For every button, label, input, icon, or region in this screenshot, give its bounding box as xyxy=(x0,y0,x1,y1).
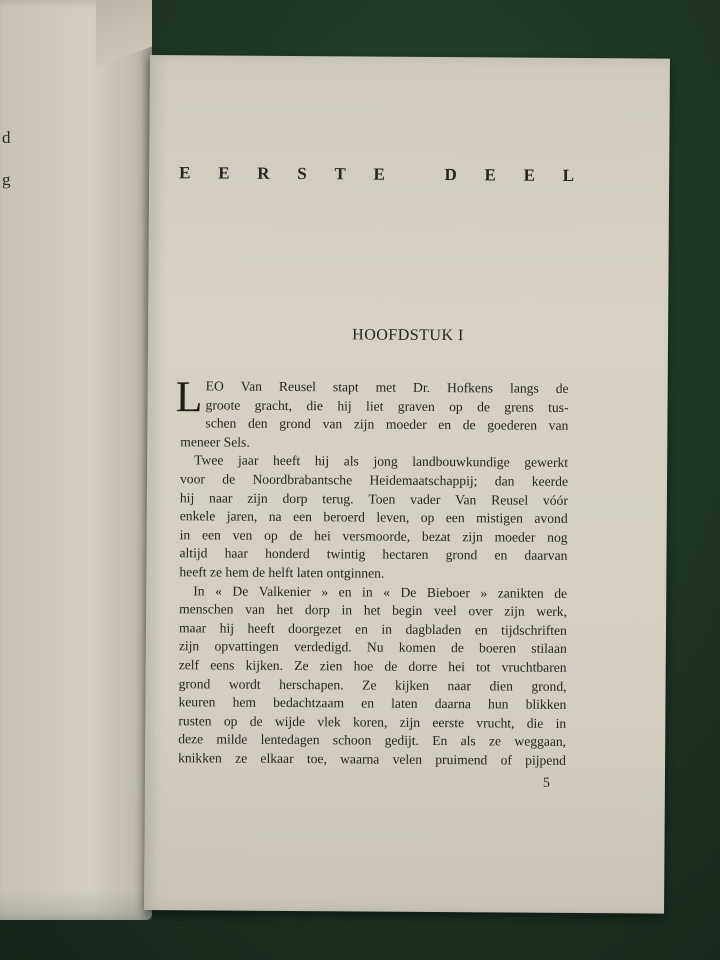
word: eens xyxy=(210,657,235,673)
word: » xyxy=(480,584,488,600)
word: altijd xyxy=(179,545,208,561)
word: maar xyxy=(178,619,207,636)
word: dorp xyxy=(304,602,330,618)
word: op xyxy=(264,527,278,543)
title-letter: D xyxy=(444,165,457,185)
word: Twee xyxy=(194,452,224,468)
word: die xyxy=(306,397,324,413)
word: dorre xyxy=(408,658,438,674)
word: gracht, xyxy=(254,397,293,413)
word: werk, xyxy=(536,603,568,620)
word: als xyxy=(343,453,359,469)
word: zijn xyxy=(353,416,375,432)
word: de xyxy=(222,471,236,487)
word: groote xyxy=(205,396,241,413)
title-letter: E xyxy=(218,163,230,183)
word: daarna xyxy=(434,696,472,712)
word: grens xyxy=(504,399,534,415)
word: In xyxy=(193,582,205,598)
title-letter: E xyxy=(373,164,385,184)
word: hij xyxy=(314,453,330,469)
page-number: 5 xyxy=(542,775,550,791)
word: twintig xyxy=(326,546,366,562)
word: hectaren xyxy=(382,546,429,563)
word: stilaan xyxy=(531,640,567,657)
word: stapt xyxy=(332,379,359,395)
title-letter: E xyxy=(484,165,496,185)
word: op xyxy=(223,713,238,729)
word: zien xyxy=(319,658,343,674)
word: Noordbrabantsche xyxy=(252,471,353,488)
word: den xyxy=(247,415,268,432)
word: een xyxy=(293,509,313,525)
word: vóór xyxy=(542,492,568,508)
word: hei xyxy=(314,527,331,544)
part-title xyxy=(179,163,574,186)
word: of xyxy=(500,752,513,768)
word: goederen xyxy=(487,417,538,433)
word: in xyxy=(341,602,353,618)
word: nog xyxy=(547,529,568,545)
word: als xyxy=(460,733,476,749)
word: Heidemaatschappij; xyxy=(369,472,478,489)
word: terug. xyxy=(322,490,354,506)
word: mistigen xyxy=(476,510,524,526)
word: Ze xyxy=(294,657,309,674)
word: bedachtzaam xyxy=(273,694,345,711)
word: beroerd xyxy=(323,509,366,525)
word: zijn xyxy=(247,490,268,506)
text-line: meneer Sels. xyxy=(180,434,250,450)
word: en xyxy=(438,417,452,433)
left-page-fragment: g xyxy=(2,170,11,189)
word: grond xyxy=(279,416,312,432)
word: en xyxy=(474,622,488,638)
title-letter: E xyxy=(179,163,191,183)
word: Van xyxy=(455,491,477,507)
word: zanikten xyxy=(497,584,544,601)
word: dagbladen xyxy=(405,621,462,637)
word: liet xyxy=(366,398,384,414)
word: in xyxy=(381,621,393,637)
word: jaren, xyxy=(226,508,258,524)
word: naar xyxy=(209,489,233,506)
word: en xyxy=(494,547,508,563)
word: langs xyxy=(510,380,539,396)
torn-corner xyxy=(96,0,152,90)
page-edge xyxy=(0,890,152,920)
word: de xyxy=(462,417,476,433)
word: daarvan xyxy=(524,547,568,564)
text-line xyxy=(180,396,568,417)
word: waarna xyxy=(340,751,380,767)
text-line xyxy=(179,582,567,603)
title-letter: L xyxy=(562,165,575,185)
word: de xyxy=(289,527,303,543)
title-space xyxy=(413,165,417,185)
word: lentedagen xyxy=(260,732,320,748)
word: pruimend xyxy=(435,751,488,768)
word: hem xyxy=(232,694,257,710)
word: jaar xyxy=(237,452,259,469)
word: tijdschriften xyxy=(501,622,567,638)
word: heeft xyxy=(247,620,275,636)
word: kijken. xyxy=(245,657,284,673)
word: keerde xyxy=(531,473,569,489)
word: menschen xyxy=(179,601,234,617)
word: tot xyxy=(476,659,491,675)
word: elkaar xyxy=(260,750,294,766)
word: herschapen. xyxy=(279,676,344,692)
word: De xyxy=(232,583,249,599)
word: heeft xyxy=(272,453,301,469)
word: doorgezet xyxy=(288,620,342,637)
word: een xyxy=(201,527,221,543)
word: moeder xyxy=(385,416,427,433)
word: weggaan, xyxy=(514,733,567,750)
word: dien xyxy=(489,677,513,694)
word: vader xyxy=(410,491,441,507)
text-line xyxy=(180,452,568,473)
word: knikken xyxy=(178,750,222,766)
word: hei xyxy=(448,659,465,675)
word: in xyxy=(179,526,191,543)
word: Valkenier xyxy=(258,583,311,599)
word: EO xyxy=(205,378,224,394)
word: op xyxy=(449,398,463,414)
chapter-title: HOOFDSTUK I xyxy=(352,326,464,345)
word: pijpend xyxy=(525,752,567,768)
word: opvattingen xyxy=(214,638,279,655)
word: ven xyxy=(232,527,253,543)
word: koren, xyxy=(352,714,388,730)
word: verdedigd. xyxy=(293,639,352,655)
word: toe, xyxy=(306,750,327,767)
word: de xyxy=(554,585,568,601)
word: « xyxy=(383,584,391,600)
word: Hofkens xyxy=(446,380,494,396)
word: vruchtbaren xyxy=(501,659,567,675)
word: na xyxy=(268,508,282,525)
word: dorp xyxy=(282,490,308,506)
word: gewerkt xyxy=(524,454,569,471)
text-line: heeft ze hem de helft laten ontginnen. xyxy=(179,564,385,581)
word: zelf xyxy=(178,657,200,673)
title-letter: T xyxy=(334,164,346,184)
word: hun xyxy=(488,696,509,712)
word: voor xyxy=(179,471,206,487)
word: begin xyxy=(392,602,423,619)
word: honderd xyxy=(265,546,310,562)
word: milde xyxy=(216,731,248,747)
word: Reusel xyxy=(278,378,317,395)
word: van xyxy=(245,601,265,617)
word: hoe xyxy=(353,658,374,674)
word: kijken xyxy=(395,677,430,693)
word: hij xyxy=(337,397,352,414)
word: de xyxy=(477,398,491,414)
word: naar xyxy=(447,677,472,693)
word: en xyxy=(355,621,368,637)
word: van xyxy=(548,417,569,434)
word: zijn xyxy=(462,528,483,545)
word: komen xyxy=(398,640,436,656)
word: graven xyxy=(397,398,435,414)
word: de xyxy=(450,640,464,656)
word: landbouwkundige xyxy=(412,454,510,470)
chapter-text xyxy=(175,372,569,770)
word: dan xyxy=(494,473,515,489)
word: versmoorde, xyxy=(342,528,411,544)
word: Nu xyxy=(366,639,384,655)
word: deze xyxy=(178,731,204,747)
right-page xyxy=(144,55,670,914)
word: die xyxy=(526,715,544,731)
word: leven, xyxy=(376,509,410,525)
word: schen xyxy=(205,415,237,431)
title-letter: S xyxy=(297,164,307,184)
word: eerste xyxy=(432,714,465,730)
word: velen xyxy=(392,751,423,767)
word: zijn xyxy=(178,638,200,654)
word: » xyxy=(321,583,329,599)
word: Dr. xyxy=(412,379,431,395)
title-letter: E xyxy=(523,165,536,185)
word: en xyxy=(338,583,352,599)
text-line xyxy=(179,638,567,659)
word: wijde xyxy=(274,713,306,729)
word: zijn xyxy=(399,714,421,730)
left-page xyxy=(0,0,152,920)
word: enkele xyxy=(179,508,216,524)
word: over xyxy=(468,603,493,619)
word: vlek xyxy=(317,713,341,730)
title-letter: R xyxy=(257,163,270,183)
word: het xyxy=(276,602,294,618)
word: hij xyxy=(179,489,195,505)
word: in xyxy=(555,715,567,731)
word: gedijt. xyxy=(384,732,420,749)
word: de xyxy=(555,380,569,396)
word: avond xyxy=(534,510,568,527)
word: « xyxy=(215,582,222,599)
word: de xyxy=(384,658,398,674)
word: haar xyxy=(224,545,249,562)
word: Ze xyxy=(362,676,377,693)
word: zijn xyxy=(504,603,525,619)
word: blikken xyxy=(525,696,567,713)
word: grond xyxy=(445,547,478,563)
word: van xyxy=(322,416,343,432)
word: vrucht, xyxy=(476,714,515,731)
word: ze xyxy=(235,750,248,766)
word: Van xyxy=(240,378,263,394)
word: schoon xyxy=(332,732,372,748)
word: grond, xyxy=(531,678,567,694)
word: De xyxy=(400,584,417,600)
word: jong xyxy=(373,453,398,470)
word: laten xyxy=(391,695,418,711)
word: Reusel xyxy=(491,491,529,508)
word: met xyxy=(375,379,397,395)
text-line xyxy=(178,749,566,770)
word: ze xyxy=(488,733,502,749)
word: bezat xyxy=(421,528,451,544)
word: rusten xyxy=(178,712,212,729)
word: grond xyxy=(178,675,211,691)
word: Toen xyxy=(368,491,396,507)
word: een xyxy=(445,510,465,526)
word: moeder xyxy=(494,529,536,545)
word: de xyxy=(249,713,263,729)
word: wordt xyxy=(228,676,261,692)
left-page-fragment: d xyxy=(2,128,11,147)
word: veel xyxy=(434,603,457,619)
word: Bieboer xyxy=(426,584,470,600)
word: hij xyxy=(219,620,235,636)
word: en xyxy=(361,695,375,711)
word: het xyxy=(363,602,381,618)
drop-cap: L xyxy=(175,372,203,422)
word: tus- xyxy=(548,399,569,415)
word: keuren xyxy=(178,694,216,710)
word: in xyxy=(362,584,373,600)
word: En xyxy=(432,733,448,749)
word: op xyxy=(420,510,435,526)
word: boeren xyxy=(479,640,517,656)
